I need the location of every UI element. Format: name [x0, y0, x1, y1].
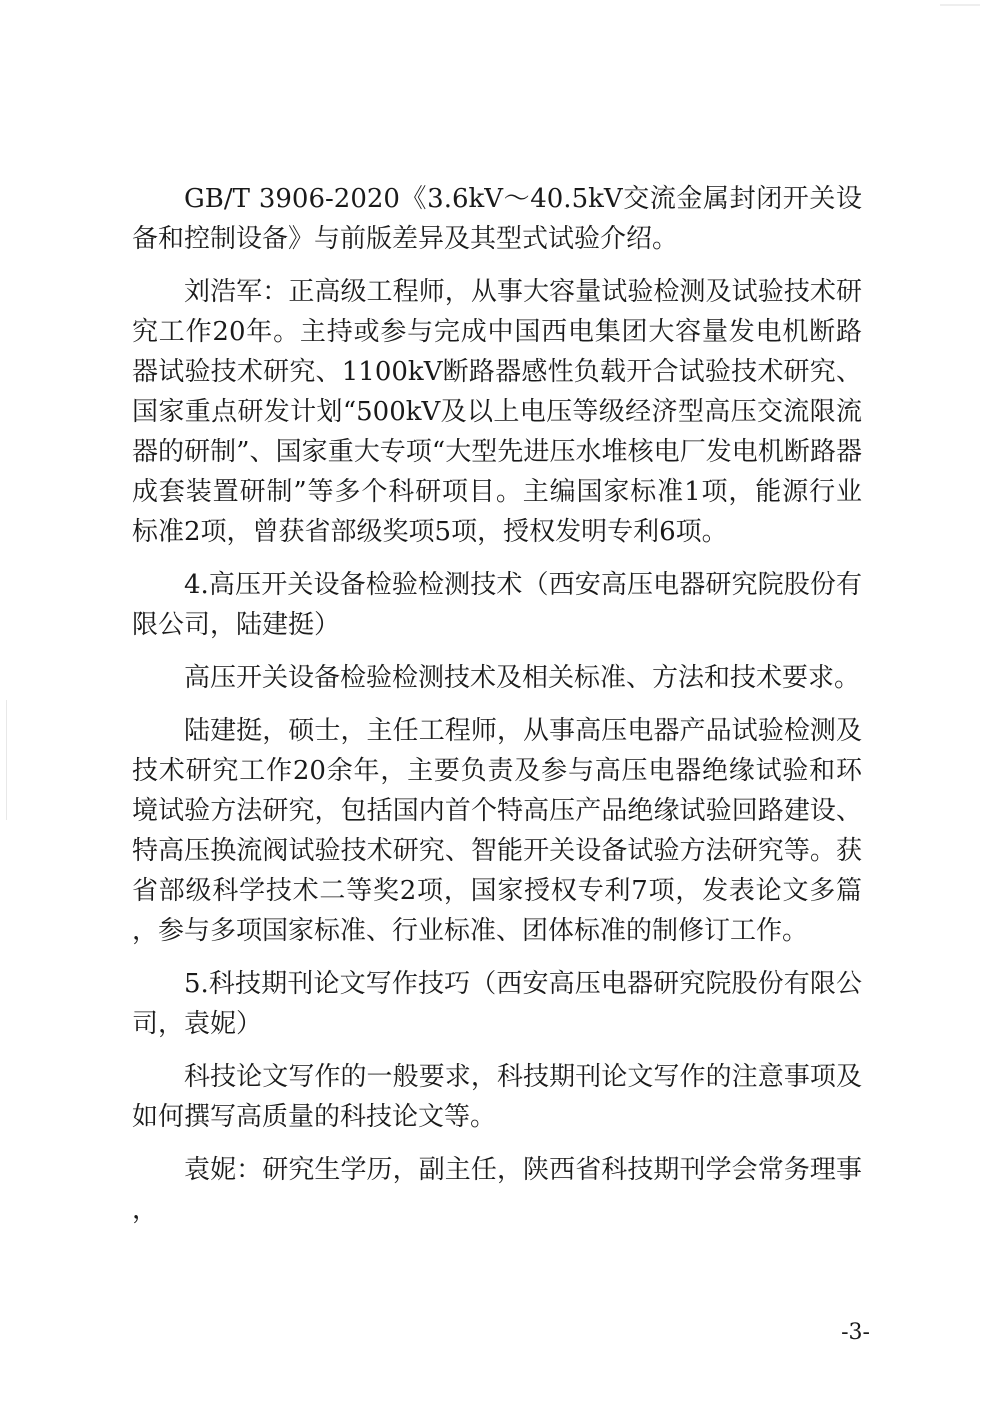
paragraph-liu-haojun-bio: 刘浩军：正高级工程师，从事大容量试验检测及试验技术研究工作20年。主持或参与完成中国西电集团大容量发电机断路器试验技术研究、1100kV断路器感性负载开合试验技术研究、国家重点研发计划“500kV及以上电压等级经济型高压交流限流器的研制”、国家重大专项“大型先进压水堆核电厂发电机断路器成套装置研制”等多个科研项目。主编国家标准1项，能源行业标准2项，曾获省部级奖项5项，授权发明专利6项。	[132, 277, 862, 547]
scan-artifact	[6, 700, 7, 820]
document-body	[132, 179, 862, 1243]
paragraph-section-4-heading: 4.高压开关设备检验检测技术（西安高压电器研究院股份有限公司，陆建挺）	[132, 570, 862, 640]
page-number: -3-	[841, 1320, 870, 1345]
scan-artifact	[940, 4, 980, 6]
paragraph-standard-intro: GB/T 3906-2020《3.6kV～40.5kV交流金属封闭开关设备和控制设备》与前版差异及其型式试验介绍。	[132, 184, 862, 254]
paragraph-section-5-summary: 科技论文写作的一般要求，科技期刊论文写作的注意事项及如何撰写高质量的科技论文等。	[132, 1062, 862, 1132]
paragraph-section-4-summary: 高压开关设备检验检测技术及相关标准、方法和技术要求。	[184, 663, 861, 693]
paragraph-section-5-heading: 5.科技期刊论文写作技巧（西安高压电器研究院股份有限公司，袁妮）	[132, 969, 862, 1039]
paragraph-yuan-ni-bio: 袁妮：研究生学历，副主任，陕西省科技期刊学会常务理事，	[132, 1155, 862, 1225]
paragraph-lu-jianting-bio: 陆建挺，硕士，主任工程师，从事高压电器产品试验检测及技术研究工作20余年，主要负责及参与高压电器绝缘试验和环境试验方法研究，包括国内首个特高压产品绝缘试验回路建设、特高压换流阀试验技术研究、智能开关设备试验方法研究等。获省部级科学技术二等奖2项，国家授权专利7项，发表论文多篇，参与多项国家标准、行业标准、团体标准的制修订工作。	[132, 716, 862, 946]
